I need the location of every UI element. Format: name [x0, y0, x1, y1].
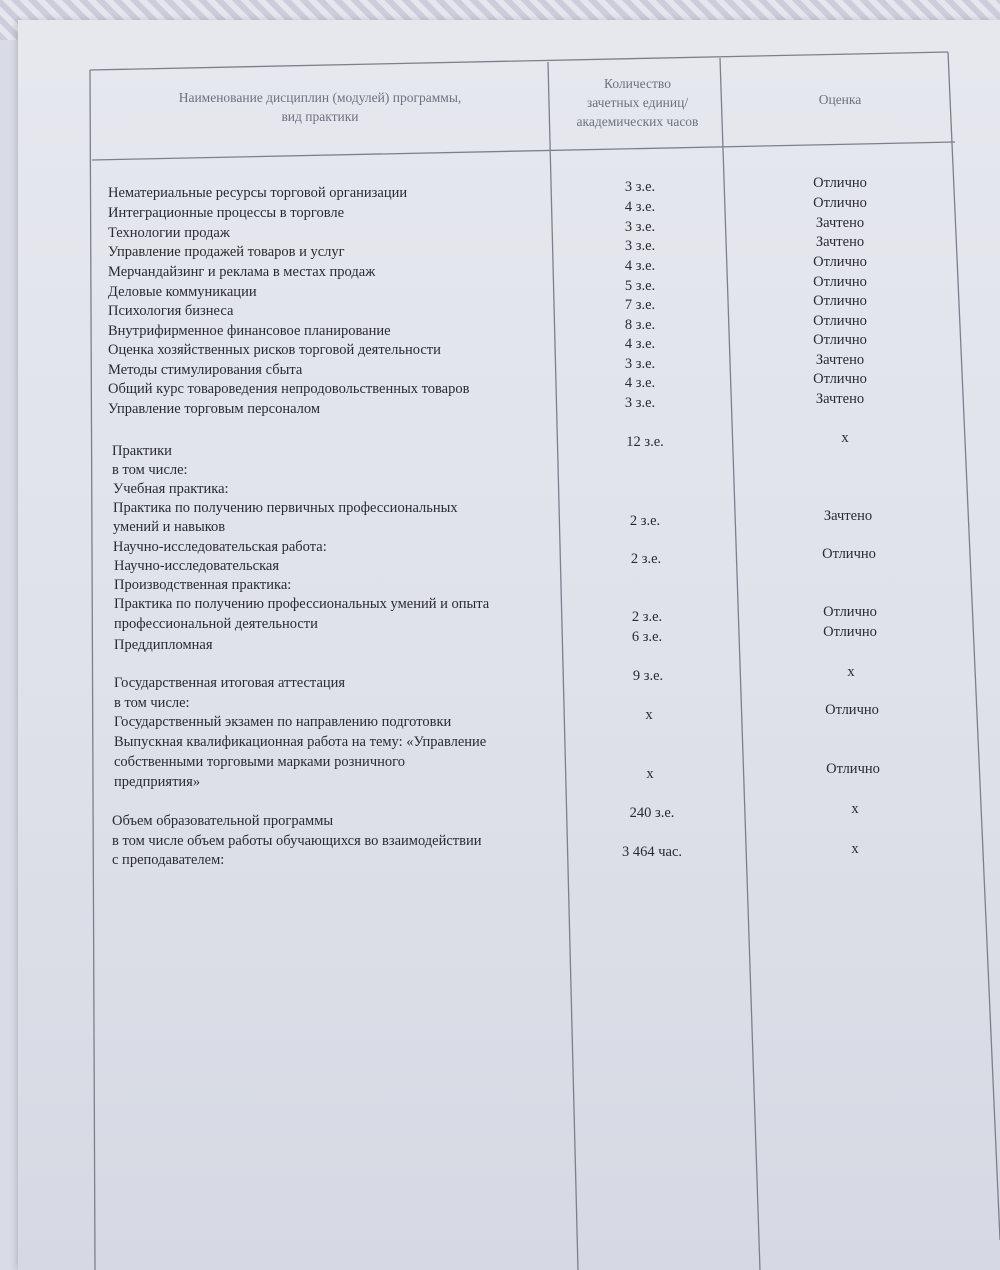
- header-col-grade: [760, 90, 920, 109]
- discipline-units: 4 з.е.: [624, 258, 656, 274]
- attestation-title: Государственная итоговая аттестация: [114, 675, 346, 691]
- discipline-grade: Отлично: [813, 175, 867, 191]
- discipline-name: Оценка хозяйственных рисков торговой деятельности: [108, 342, 441, 358]
- discipline-name: Технологии продаж: [108, 225, 230, 241]
- discipline-name: Управление продажей товаров и услуг: [108, 244, 345, 260]
- discipline-units: 4 з.е.: [624, 336, 656, 352]
- prof-practice-units: 2 з.е.: [631, 609, 663, 625]
- discipline-grade: Зачтено: [815, 391, 865, 407]
- discipline-units: 4 з.е.: [624, 199, 656, 215]
- practice-grade: х: [841, 430, 849, 446]
- production-practice-label: Производственная практика:: [114, 577, 292, 593]
- discipline-grade: Отлично: [813, 332, 867, 348]
- discipline-units: 3 з.е.: [624, 356, 656, 372]
- state-exam-units: х: [645, 707, 653, 723]
- contact-work-grade: х: [851, 841, 859, 857]
- discipline-units: 3 з.е.: [624, 238, 656, 254]
- discipline-name: Деловые коммуникации: [108, 284, 257, 300]
- primary-practice-grade: Зачтено: [823, 508, 873, 524]
- header-units-line1: Количество: [604, 76, 671, 91]
- practice-units: 12 з.е.: [626, 434, 664, 450]
- prediploma-practice-name: Преддипломная: [114, 637, 213, 653]
- contact-work-line2: с преподавателем:: [112, 852, 225, 868]
- header-units-line2: зачетных единиц/: [586, 95, 689, 110]
- discipline-units: 3 з.е.: [624, 179, 656, 195]
- contact-work-line1: в том числе объем работы обучающихся во взаимодействии: [112, 833, 482, 849]
- educational-practice-label: Учебная практика:: [113, 481, 229, 497]
- prof-practice-name-line1: Практика по получению профессиональных умений и опыта: [114, 596, 490, 612]
- thesis-name-line2: собственными торговыми марками розничного: [114, 754, 405, 770]
- header-grade: Оценка: [818, 92, 862, 107]
- primary-practice-name-line2: умений и навыков: [113, 519, 226, 535]
- header-col-discipline: [110, 88, 530, 126]
- discipline-grade: Зачтено: [815, 234, 865, 250]
- thesis-name-line3: предприятия»: [114, 774, 201, 790]
- header-units-line3: академических часов: [576, 114, 699, 129]
- research-work-grade: Отлично: [822, 546, 876, 562]
- primary-practice-units: 2 з.е.: [629, 513, 661, 529]
- discipline-name: Мерчандайзинг и реклама в местах продаж: [108, 264, 376, 280]
- primary-practice-name-line1: Практика по получению первичных профессиональных: [113, 500, 458, 516]
- program-volume-grade: х: [851, 801, 859, 817]
- attestation-including: в том числе:: [114, 695, 190, 711]
- research-work-units: 2 з.е.: [630, 551, 662, 567]
- discipline-name: Методы стимулирования сбыта: [108, 362, 303, 378]
- discipline-units: 3 з.е.: [624, 395, 656, 411]
- discipline-units: 4 з.е.: [624, 375, 656, 391]
- practice-title: Практики: [112, 443, 172, 459]
- discipline-name: Внутрифирменное финансовое планирование: [108, 323, 391, 339]
- contact-work-hours: 3 464 час.: [621, 844, 683, 860]
- header-col-units: [555, 74, 720, 131]
- discipline-units: 8 з.е.: [624, 317, 656, 333]
- discipline-grade: Отлично: [813, 313, 867, 329]
- discipline-name: Психология бизнеса: [108, 303, 234, 319]
- research-work-name: Научно-исследовательская: [114, 558, 279, 574]
- discipline-name: Управление торговым персоналом: [108, 401, 321, 417]
- program-volume-label: Объем образовательной программы: [112, 813, 334, 829]
- header-discipline-line1: Наименование дисциплин (модулей) программы,: [178, 90, 462, 105]
- thesis-grade: Отлично: [826, 761, 880, 777]
- prof-practice-name-line2: профессиональной деятельности: [114, 616, 318, 632]
- discipline-grade: Зачтено: [815, 215, 865, 231]
- discipline-grade: Зачтено: [815, 352, 865, 368]
- thesis-name-line1: Выпускная квалификационная работа на тему: «Управление: [114, 734, 487, 750]
- research-work-label: Научно-исследовательская работа:: [113, 539, 327, 555]
- state-exam-name: Государственный экзамен по направлению подготовки: [114, 714, 452, 730]
- discipline-units: 5 з.е.: [624, 278, 656, 294]
- discipline-name: Общий курс товароведения непродовольственных товаров: [108, 381, 470, 397]
- discipline-name: Нематериальные ресурсы торговой организации: [108, 185, 408, 201]
- state-exam-grade: Отлично: [825, 702, 879, 718]
- thesis-units: х: [646, 766, 654, 782]
- discipline-units: 7 з.е.: [624, 297, 656, 313]
- discipline-grade: Отлично: [813, 371, 867, 387]
- discipline-grade: Отлично: [813, 254, 867, 270]
- header-discipline-line2: вид практики: [281, 109, 359, 124]
- attestation-units: 9 з.е.: [632, 668, 664, 684]
- discipline-name: Интеграционные процессы в торговле: [108, 205, 345, 221]
- discipline-units: 3 з.е.: [624, 219, 656, 235]
- discipline-grade: Отлично: [813, 293, 867, 309]
- discipline-grade: Отлично: [813, 274, 867, 290]
- practice-including: в том числе:: [112, 462, 188, 478]
- prof-practice-grade: Отлично: [823, 604, 877, 620]
- discipline-grade: Отлично: [813, 195, 867, 211]
- program-volume-units: 240 з.е.: [629, 805, 675, 821]
- prediploma-practice-grade: Отлично: [823, 624, 877, 640]
- attestation-grade: х: [847, 664, 855, 680]
- prediploma-practice-units: 6 з.е.: [631, 629, 663, 645]
